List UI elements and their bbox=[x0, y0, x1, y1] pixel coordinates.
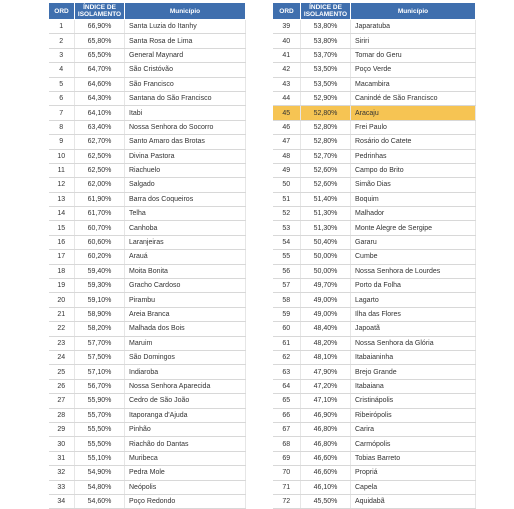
municipio-cell: Frei Paulo bbox=[351, 120, 476, 134]
ord-cell: 23 bbox=[49, 336, 75, 350]
ord-cell: 48 bbox=[273, 149, 301, 163]
municipio-cell: Poço Verde bbox=[351, 63, 476, 77]
table-row bbox=[273, 307, 476, 321]
ord-cell: 8 bbox=[49, 120, 75, 134]
ord-cell: 56 bbox=[273, 264, 301, 278]
municipio-cell: Maruim bbox=[125, 336, 246, 350]
ord-cell: 50 bbox=[273, 178, 301, 192]
ord-cell: 60 bbox=[273, 322, 301, 336]
municipio-cell: Santa Luzia do Itanhy bbox=[125, 20, 246, 34]
indice-cell: 52,90% bbox=[301, 91, 351, 105]
table-row bbox=[49, 120, 246, 134]
indice-cell: 52,80% bbox=[301, 120, 351, 134]
table-row bbox=[273, 63, 476, 77]
ord-cell: 34 bbox=[49, 494, 75, 508]
table-row bbox=[49, 466, 246, 480]
municipio-cell: Laranjeiras bbox=[125, 235, 246, 249]
indice-cell: 49,00% bbox=[301, 307, 351, 321]
ord-cell: 21 bbox=[49, 307, 75, 321]
indice-cell: 58,20% bbox=[75, 322, 125, 336]
ord-cell: 20 bbox=[49, 293, 75, 307]
ord-cell: 5 bbox=[49, 77, 75, 91]
municipio-cell: Japaratuba bbox=[351, 20, 476, 34]
indice-cell: 52,80% bbox=[301, 106, 351, 120]
table-row bbox=[273, 279, 476, 293]
table-row bbox=[273, 235, 476, 249]
municipio-cell: Capela bbox=[351, 480, 476, 494]
municipio-cell: Carmópolis bbox=[351, 437, 476, 451]
table-body-left bbox=[49, 20, 246, 509]
indice-cell: 58,90% bbox=[75, 307, 125, 321]
table-row bbox=[49, 394, 246, 408]
table-row bbox=[273, 408, 476, 422]
indice-cell: 48,20% bbox=[301, 336, 351, 350]
table-row bbox=[273, 293, 476, 307]
municipio-cell: Itaporanga d'Ajuda bbox=[125, 408, 246, 422]
municipio-cell: Carira bbox=[351, 422, 476, 436]
ord-cell: 42 bbox=[273, 63, 301, 77]
indice-cell: 60,70% bbox=[75, 221, 125, 235]
table-row bbox=[273, 91, 476, 105]
table-row bbox=[273, 494, 476, 508]
indice-cell: 50,00% bbox=[301, 250, 351, 264]
municipio-cell: Canhoba bbox=[125, 221, 246, 235]
ord-cell: 24 bbox=[49, 350, 75, 364]
indice-cell: 59,30% bbox=[75, 279, 125, 293]
indice-cell: 62,00% bbox=[75, 178, 125, 192]
table-row bbox=[49, 77, 246, 91]
indice-cell: 51,30% bbox=[301, 221, 351, 235]
indice-cell: 46,90% bbox=[301, 408, 351, 422]
municipio-cell: Ribeirópolis bbox=[351, 408, 476, 422]
indice-cell: 54,60% bbox=[75, 494, 125, 508]
indice-cell: 61,70% bbox=[75, 207, 125, 221]
ord-cell: 69 bbox=[273, 451, 301, 465]
ord-cell: 71 bbox=[273, 480, 301, 494]
table-row bbox=[273, 77, 476, 91]
table-row bbox=[49, 437, 246, 451]
indice-cell: 63,40% bbox=[75, 120, 125, 134]
municipio-cell: Moita Bonita bbox=[125, 264, 246, 278]
table-row bbox=[273, 207, 476, 221]
indice-cell: 55,50% bbox=[75, 422, 125, 436]
indice-cell: 66,90% bbox=[75, 20, 125, 34]
table-row bbox=[49, 20, 246, 34]
ord-cell: 44 bbox=[273, 91, 301, 105]
table-row bbox=[273, 350, 476, 364]
indice-cell: 64,60% bbox=[75, 77, 125, 91]
ord-cell: 57 bbox=[273, 279, 301, 293]
table-row bbox=[273, 264, 476, 278]
municipio-cell: Nossa Senhora do Socorro bbox=[125, 120, 246, 134]
ord-cell: 39 bbox=[273, 20, 301, 34]
indice-cell: 55,10% bbox=[75, 451, 125, 465]
ord-cell: 43 bbox=[273, 77, 301, 91]
indice-cell: 53,80% bbox=[301, 20, 351, 34]
ord-cell: 4 bbox=[49, 63, 75, 77]
indice-cell: 50,40% bbox=[301, 235, 351, 249]
table-row bbox=[49, 207, 246, 221]
table-row bbox=[49, 408, 246, 422]
table-row bbox=[49, 34, 246, 48]
municipio-cell: Rosário do Catete bbox=[351, 135, 476, 149]
table-row bbox=[49, 279, 246, 293]
municipio-cell: Cedro de São João bbox=[125, 394, 246, 408]
table-row bbox=[273, 163, 476, 177]
ord-cell: 66 bbox=[273, 408, 301, 422]
ord-cell: 15 bbox=[49, 221, 75, 235]
municipio-cell: Aracaju bbox=[351, 106, 476, 120]
indice-cell: 65,50% bbox=[75, 48, 125, 62]
table-row bbox=[273, 480, 476, 494]
ord-cell: 28 bbox=[49, 408, 75, 422]
ord-cell: 64 bbox=[273, 379, 301, 393]
indice-cell: 52,60% bbox=[301, 178, 351, 192]
table-row bbox=[273, 20, 476, 34]
indice-cell: 51,30% bbox=[301, 207, 351, 221]
ord-cell: 10 bbox=[49, 149, 75, 163]
municipio-cell: Simão Dias bbox=[351, 178, 476, 192]
ord-cell: 31 bbox=[49, 451, 75, 465]
table-row bbox=[49, 379, 246, 393]
indice-cell: 51,40% bbox=[301, 192, 351, 206]
municipio-cell: Santana do São Francisco bbox=[125, 91, 246, 105]
ranking-table-right bbox=[272, 2, 476, 509]
indice-cell: 53,50% bbox=[301, 77, 351, 91]
table-row bbox=[273, 365, 476, 379]
table-row bbox=[49, 451, 246, 465]
table-row bbox=[49, 221, 246, 235]
ord-cell: 25 bbox=[49, 365, 75, 379]
ord-cell: 49 bbox=[273, 163, 301, 177]
indice-cell: 60,20% bbox=[75, 250, 125, 264]
municipio-cell: São Domingos bbox=[125, 350, 246, 364]
ord-cell: 13 bbox=[49, 192, 75, 206]
indice-cell: 52,70% bbox=[301, 149, 351, 163]
table-row bbox=[49, 494, 246, 508]
indice-cell: 55,90% bbox=[75, 394, 125, 408]
ord-cell: 46 bbox=[273, 120, 301, 134]
table-row bbox=[273, 451, 476, 465]
ord-cell: 30 bbox=[49, 437, 75, 451]
ord-cell: 58 bbox=[273, 293, 301, 307]
table-row bbox=[49, 480, 246, 494]
ord-cell: 33 bbox=[49, 480, 75, 494]
indice-cell: 62,50% bbox=[75, 149, 125, 163]
municipio-cell: Tobias Barreto bbox=[351, 451, 476, 465]
municipio-cell: Pinhão bbox=[125, 422, 246, 436]
table-row bbox=[49, 250, 246, 264]
indice-cell: 61,90% bbox=[75, 192, 125, 206]
table-row bbox=[273, 135, 476, 149]
indice-cell: 50,00% bbox=[301, 264, 351, 278]
indice-cell: 46,80% bbox=[301, 422, 351, 436]
table-row bbox=[273, 149, 476, 163]
table-row bbox=[49, 178, 246, 192]
indice-cell: 54,80% bbox=[75, 480, 125, 494]
indice-cell: 62,70% bbox=[75, 135, 125, 149]
indice-cell: 46,60% bbox=[301, 451, 351, 465]
municipio-cell: Cristinápolis bbox=[351, 394, 476, 408]
municipio-cell: Pirambu bbox=[125, 293, 246, 307]
municipio-cell: Pedra Mole bbox=[125, 466, 246, 480]
indice-cell: 55,50% bbox=[75, 437, 125, 451]
ord-cell: 17 bbox=[49, 250, 75, 264]
indice-cell: 57,10% bbox=[75, 365, 125, 379]
municipio-cell: Areia Branca bbox=[125, 307, 246, 321]
table-row bbox=[49, 149, 246, 163]
indice-cell: 47,90% bbox=[301, 365, 351, 379]
ranking-table-left bbox=[48, 2, 246, 509]
municipio-cell: Nossa Senhora Aparecida bbox=[125, 379, 246, 393]
municipio-cell: Santo Amaro das Brotas bbox=[125, 135, 246, 149]
indice-cell: 55,70% bbox=[75, 408, 125, 422]
table-row bbox=[49, 322, 246, 336]
municipio-cell: Campo do Brito bbox=[351, 163, 476, 177]
ord-cell: 3 bbox=[49, 48, 75, 62]
table-row bbox=[49, 163, 246, 177]
municipio-cell: Siriri bbox=[351, 34, 476, 48]
municipio-cell: Nossa Senhora da Glória bbox=[351, 336, 476, 350]
indice-cell: 57,50% bbox=[75, 350, 125, 364]
municipio-cell: Malhador bbox=[351, 207, 476, 221]
municipio-cell: Ilha das Flores bbox=[351, 307, 476, 321]
table-row bbox=[273, 336, 476, 350]
municipio-cell: Macambira bbox=[351, 77, 476, 91]
table-row bbox=[49, 192, 246, 206]
header-indice: ÍNDICE DE ISOLAMENTO bbox=[75, 3, 125, 20]
indice-cell: 62,50% bbox=[75, 163, 125, 177]
municipio-cell: Arauá bbox=[125, 250, 246, 264]
ord-cell: 2 bbox=[49, 34, 75, 48]
indice-cell: 49,00% bbox=[301, 293, 351, 307]
table-row bbox=[273, 250, 476, 264]
municipio-cell: Canindé de São Francisco bbox=[351, 91, 476, 105]
ord-cell: 41 bbox=[273, 48, 301, 62]
indice-cell: 64,70% bbox=[75, 63, 125, 77]
ord-cell: 14 bbox=[49, 207, 75, 221]
ord-cell: 68 bbox=[273, 437, 301, 451]
table-row bbox=[273, 178, 476, 192]
header-ord: ORD bbox=[273, 3, 301, 20]
table-row bbox=[273, 422, 476, 436]
municipio-cell: Telha bbox=[125, 207, 246, 221]
ord-cell: 27 bbox=[49, 394, 75, 408]
ord-cell: 12 bbox=[49, 178, 75, 192]
table-row bbox=[49, 48, 246, 62]
ord-cell: 22 bbox=[49, 322, 75, 336]
municipio-cell: Muribeca bbox=[125, 451, 246, 465]
indice-cell: 46,60% bbox=[301, 466, 351, 480]
table-row bbox=[49, 235, 246, 249]
table-row bbox=[273, 221, 476, 235]
ord-cell: 65 bbox=[273, 394, 301, 408]
municipio-cell: Brejo Grande bbox=[351, 365, 476, 379]
table-row bbox=[273, 192, 476, 206]
ord-cell: 18 bbox=[49, 264, 75, 278]
municipio-cell: Riachão do Dantas bbox=[125, 437, 246, 451]
ord-cell: 29 bbox=[49, 422, 75, 436]
indice-cell: 60,60% bbox=[75, 235, 125, 249]
municipio-cell: Itabaiana bbox=[351, 379, 476, 393]
ord-cell: 53 bbox=[273, 221, 301, 235]
ord-cell: 62 bbox=[273, 350, 301, 364]
municipio-cell: Monte Alegre de Sergipe bbox=[351, 221, 476, 235]
municipio-cell: Nossa Senhora de Lourdes bbox=[351, 264, 476, 278]
indice-cell: 65,80% bbox=[75, 34, 125, 48]
indice-cell: 64,10% bbox=[75, 106, 125, 120]
ord-cell: 11 bbox=[49, 163, 75, 177]
indice-cell: 53,50% bbox=[301, 63, 351, 77]
ord-cell: 63 bbox=[273, 365, 301, 379]
indice-cell: 52,80% bbox=[301, 135, 351, 149]
municipio-cell: Barra dos Coqueiros bbox=[125, 192, 246, 206]
municipio-cell: Divina Pastora bbox=[125, 149, 246, 163]
ord-cell: 52 bbox=[273, 207, 301, 221]
ord-cell: 59 bbox=[273, 307, 301, 321]
ord-cell: 26 bbox=[49, 379, 75, 393]
indice-cell: 59,10% bbox=[75, 293, 125, 307]
table-row bbox=[273, 48, 476, 62]
municipio-cell: Malhada dos Bois bbox=[125, 322, 246, 336]
table-row bbox=[49, 293, 246, 307]
indice-cell: 53,80% bbox=[301, 34, 351, 48]
indice-cell: 46,10% bbox=[301, 480, 351, 494]
indice-cell: 47,10% bbox=[301, 394, 351, 408]
indice-cell: 56,70% bbox=[75, 379, 125, 393]
municipio-cell: Boquim bbox=[351, 192, 476, 206]
indice-cell: 48,40% bbox=[301, 322, 351, 336]
ord-cell: 47 bbox=[273, 135, 301, 149]
ord-cell: 61 bbox=[273, 336, 301, 350]
municipio-cell: São Francisco bbox=[125, 77, 246, 91]
municipio-cell: Propriá bbox=[351, 466, 476, 480]
ord-cell: 51 bbox=[273, 192, 301, 206]
indice-cell: 48,10% bbox=[301, 350, 351, 364]
indice-cell: 53,70% bbox=[301, 48, 351, 62]
indice-cell: 47,20% bbox=[301, 379, 351, 393]
table-row bbox=[273, 379, 476, 393]
table-row bbox=[273, 394, 476, 408]
ord-cell: 55 bbox=[273, 250, 301, 264]
indice-cell: 46,80% bbox=[301, 437, 351, 451]
table-row bbox=[273, 322, 476, 336]
ord-cell: 32 bbox=[49, 466, 75, 480]
municipio-cell: Poço Redondo bbox=[125, 494, 246, 508]
municipio-cell: Riachuelo bbox=[125, 163, 246, 177]
ord-cell: 16 bbox=[49, 235, 75, 249]
table-row bbox=[49, 91, 246, 105]
municipio-cell: Santa Rosa de Lima bbox=[125, 34, 246, 48]
table-header-row bbox=[273, 3, 476, 20]
table-row bbox=[49, 365, 246, 379]
municipio-cell: Porto da Folha bbox=[351, 279, 476, 293]
header-municipio: Município bbox=[351, 3, 476, 20]
table-row bbox=[273, 120, 476, 134]
table-row bbox=[49, 422, 246, 436]
indice-cell: 64,30% bbox=[75, 91, 125, 105]
table-row bbox=[49, 135, 246, 149]
indice-cell: 59,40% bbox=[75, 264, 125, 278]
municipio-cell: Gracho Cardoso bbox=[125, 279, 246, 293]
municipio-cell: Gararu bbox=[351, 235, 476, 249]
municipio-cell: Cumbe bbox=[351, 250, 476, 264]
municipio-cell: Itabi bbox=[125, 106, 246, 120]
table-row bbox=[273, 106, 476, 120]
table-row bbox=[49, 336, 246, 350]
ord-cell: 54 bbox=[273, 235, 301, 249]
ord-cell: 1 bbox=[49, 20, 75, 34]
ord-cell: 7 bbox=[49, 106, 75, 120]
indice-cell: 45,50% bbox=[301, 494, 351, 508]
ord-cell: 67 bbox=[273, 422, 301, 436]
header-indice: ÍNDICE DE ISOLAMENTO bbox=[301, 3, 351, 20]
ord-cell: 19 bbox=[49, 279, 75, 293]
municipio-cell: Aquidabã bbox=[351, 494, 476, 508]
table-row bbox=[273, 466, 476, 480]
municipio-cell: Pedrinhas bbox=[351, 149, 476, 163]
ord-cell: 40 bbox=[273, 34, 301, 48]
table-row bbox=[49, 350, 246, 364]
indice-cell: 54,90% bbox=[75, 466, 125, 480]
municipio-cell: São Cristóvão bbox=[125, 63, 246, 77]
ord-cell: 9 bbox=[49, 135, 75, 149]
indice-cell: 52,60% bbox=[301, 163, 351, 177]
table-row bbox=[49, 63, 246, 77]
ord-cell: 70 bbox=[273, 466, 301, 480]
header-ord: ORD bbox=[49, 3, 75, 20]
table-row bbox=[273, 34, 476, 48]
table-row bbox=[49, 307, 246, 321]
municipio-cell: Itabaianinha bbox=[351, 350, 476, 364]
table-row bbox=[49, 264, 246, 278]
table-header-row bbox=[49, 3, 246, 20]
municipio-cell: Neópolis bbox=[125, 480, 246, 494]
ord-cell: 72 bbox=[273, 494, 301, 508]
ord-cell: 6 bbox=[49, 91, 75, 105]
table-row bbox=[273, 437, 476, 451]
indice-cell: 57,70% bbox=[75, 336, 125, 350]
ord-cell: 45 bbox=[273, 106, 301, 120]
table-row bbox=[49, 106, 246, 120]
municipio-cell: Lagarto bbox=[351, 293, 476, 307]
municipio-cell: Indiaroba bbox=[125, 365, 246, 379]
table-body-right bbox=[273, 20, 476, 509]
municipio-cell: Salgado bbox=[125, 178, 246, 192]
municipio-cell: Japoatã bbox=[351, 322, 476, 336]
header-municipio: Município bbox=[125, 3, 246, 20]
municipio-cell: Tomar do Geru bbox=[351, 48, 476, 62]
indice-cell: 49,70% bbox=[301, 279, 351, 293]
municipio-cell: General Maynard bbox=[125, 48, 246, 62]
